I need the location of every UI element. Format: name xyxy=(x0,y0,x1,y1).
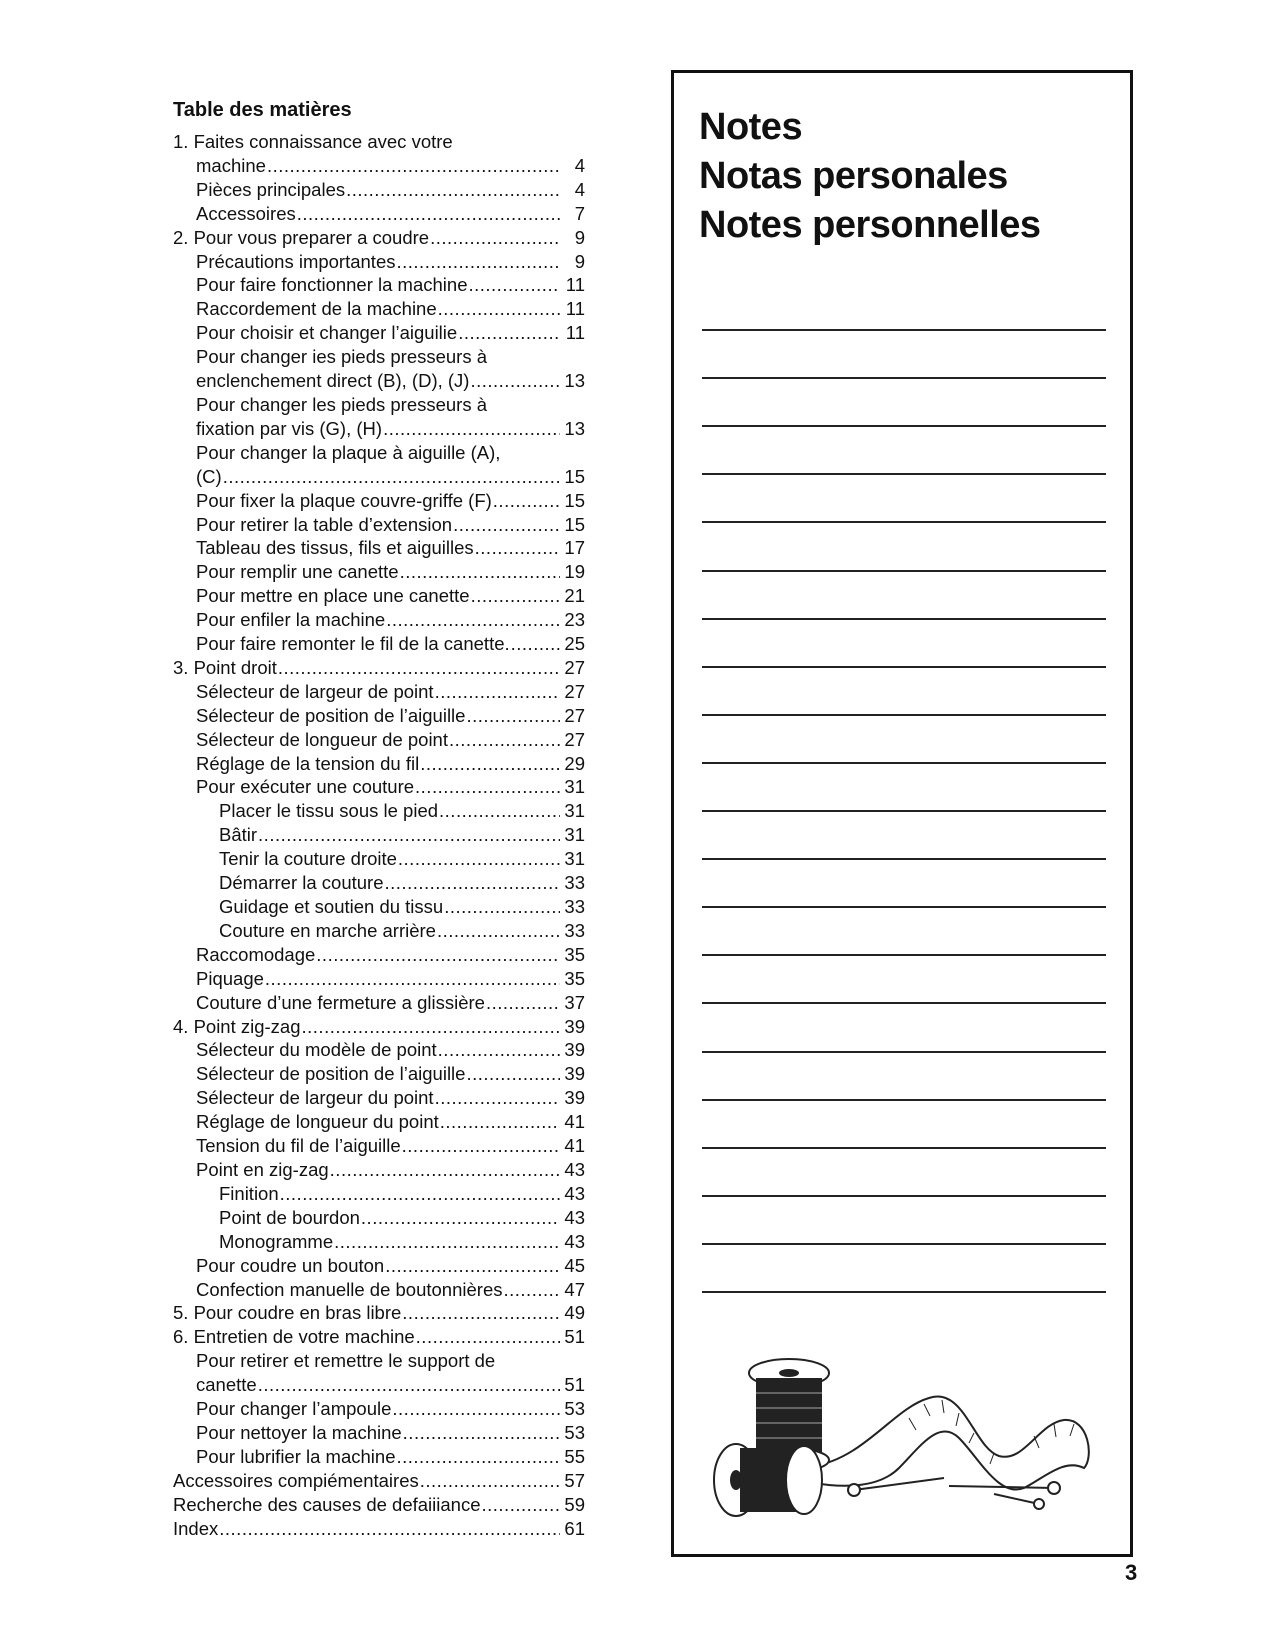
toc-entry-page: 15 xyxy=(564,465,585,487)
toc-leader-dots xyxy=(258,1373,560,1397)
toc-entry-label: Pour changer l’ampoule xyxy=(196,1398,392,1420)
toc-entry-label: 5. Pour coudre en bras libre xyxy=(173,1302,402,1324)
toc-leader-dots xyxy=(402,1301,560,1325)
toc-entry-label: (C) xyxy=(196,465,222,487)
toc-entry-page: 51 xyxy=(564,1326,585,1348)
toc-leader-dots xyxy=(400,560,560,584)
note-line xyxy=(702,812,1106,860)
toc-entry-label: Pour choisir et changer l’aiguilie xyxy=(196,322,458,344)
toc-entry-label: 3. Point droit xyxy=(173,656,277,678)
toc-entry xyxy=(173,1349,585,1373)
toc-entry-label: Sélecteur de largeur du point xyxy=(196,1087,434,1109)
toc-entry-label: Pour fixer la plaque couvre-griffe (F) xyxy=(196,489,492,511)
toc-entry-label: Raccordement de la machine xyxy=(196,298,437,320)
toc-leader-dots xyxy=(280,1182,560,1206)
notes-panel xyxy=(671,70,1133,1557)
toc-entry xyxy=(173,1493,585,1517)
toc-entry xyxy=(173,991,585,1015)
toc-entry-label: Couture d’une fermeture a glissière xyxy=(196,991,485,1013)
note-line xyxy=(702,620,1106,668)
toc-entry xyxy=(173,1086,585,1110)
toc-entry-page: 53 xyxy=(564,1421,585,1443)
toc-entry xyxy=(173,393,585,417)
toc-entry xyxy=(173,799,585,823)
toc-entry-label: Précautions importantes xyxy=(196,250,396,272)
toc-entry xyxy=(173,297,585,321)
toc-entry-page: 31 xyxy=(564,800,585,822)
toc-leader-dots xyxy=(470,369,560,393)
toc-leader-dots xyxy=(258,823,560,847)
note-line xyxy=(702,1197,1106,1245)
toc-leader-dots xyxy=(444,895,560,919)
toc-entry xyxy=(173,489,585,513)
toc-entry-label: Tableau des tissus, fils et aiguilles xyxy=(196,537,474,559)
toc-leader-dots xyxy=(430,226,560,250)
toc-leader-dots xyxy=(346,178,560,202)
toc-leader-dots xyxy=(439,799,560,823)
toc-entry xyxy=(173,943,585,967)
toc-entry-page: 47 xyxy=(564,1278,585,1300)
page-number: 3 xyxy=(1125,1560,1138,1585)
toc-leader-dots xyxy=(416,1325,560,1349)
toc-entry xyxy=(173,1517,585,1541)
toc-leader-dots xyxy=(437,919,560,943)
toc-entry xyxy=(173,465,585,489)
toc-entry-label: enclenchement direct (B), (D), (J) xyxy=(196,370,470,392)
toc-entry-label: Tenir la couture droite xyxy=(219,848,397,870)
toc-entry-page: 39 xyxy=(564,1087,585,1109)
toc-entry-page: 41 xyxy=(564,1135,585,1157)
toc-entry-label: Accessoires xyxy=(196,202,296,224)
toc-entry xyxy=(173,919,585,943)
toc-entry xyxy=(173,178,585,202)
toc-leader-dots xyxy=(297,202,560,226)
toc-leader-dots xyxy=(453,513,560,537)
toc-leader-dots xyxy=(403,1421,560,1445)
toc-entry xyxy=(173,1015,585,1039)
toc-entry-label: Sélecteur de largeur de point xyxy=(196,680,434,702)
toc-entry xyxy=(173,513,585,537)
toc-entry-page: 27 xyxy=(564,656,585,678)
toc-leader-dots xyxy=(435,1086,560,1110)
notes-titles xyxy=(699,103,1041,250)
toc-entry-label: Tension du fil de l’aiguille xyxy=(196,1135,401,1157)
toc-entry xyxy=(173,632,585,656)
toc-entry-label: Point en zig-zag xyxy=(196,1158,329,1180)
note-line xyxy=(702,668,1106,716)
toc-leader-dots xyxy=(482,1493,561,1517)
toc-entry xyxy=(173,1397,585,1421)
toc-entry xyxy=(173,1469,585,1493)
note-line xyxy=(702,427,1106,475)
toc-leader-dots xyxy=(415,775,560,799)
toc-entry-page: 43 xyxy=(564,1230,585,1252)
toc-leader-dots xyxy=(458,321,560,345)
toc-entry xyxy=(173,154,585,178)
toc-leader-dots xyxy=(392,1397,560,1421)
toc-entry-label: Pour changer ies pieds presseurs à xyxy=(196,346,488,368)
toc-entry xyxy=(173,1278,585,1302)
toc-entry-label: Sélecteur de position de l’aiguille xyxy=(196,1063,466,1085)
toc-entry-page: 7 xyxy=(574,202,585,224)
toc-entry xyxy=(173,1421,585,1445)
toc-entry-page: 21 xyxy=(564,585,585,607)
toc-entry xyxy=(173,226,585,250)
toc-leader-dots xyxy=(449,728,560,752)
toc-entry-page: 45 xyxy=(564,1254,585,1276)
toc-entry-label: Pour retirer la table d’extension xyxy=(196,513,453,535)
notes-title-en: Notes xyxy=(699,106,803,148)
toc-entry xyxy=(173,823,585,847)
toc-entry-page: 27 xyxy=(564,680,585,702)
toc-entry xyxy=(173,895,585,919)
note-line xyxy=(702,379,1106,427)
toc-leader-dots xyxy=(397,250,561,274)
toc-entry-label: Pour changer la plaque à aiguille (A), xyxy=(196,441,501,463)
toc-entry-page: 51 xyxy=(564,1374,585,1396)
note-line xyxy=(702,1149,1106,1197)
toc-entry xyxy=(173,369,585,393)
pin xyxy=(994,1494,1039,1504)
note-line xyxy=(702,475,1106,523)
toc-entry-label: Pour enfiler la machine xyxy=(196,609,386,631)
table-of-contents xyxy=(173,98,585,1540)
toc-leader-dots xyxy=(385,1254,560,1278)
toc-entry-page: 39 xyxy=(564,1063,585,1085)
toc-entry-page: 43 xyxy=(564,1206,585,1228)
toc-leader-dots xyxy=(466,704,560,728)
toc-entry-page: 55 xyxy=(564,1445,585,1467)
toc-entry-label: Démarrer la couture xyxy=(219,872,384,894)
toc-entry-page: 15 xyxy=(564,513,585,535)
toc-entry xyxy=(173,1301,585,1325)
toc-entry-page: 49 xyxy=(564,1302,585,1324)
toc-entry xyxy=(173,775,585,799)
toc-entry-label: Pour lubrifier la machine xyxy=(196,1445,396,1467)
toc-entry-page: 23 xyxy=(564,609,585,631)
pin xyxy=(949,1486,1054,1488)
toc-entry-page: 35 xyxy=(564,967,585,989)
toc-leader-dots xyxy=(471,584,560,608)
toc-entry xyxy=(173,321,585,345)
toc-entry-label: Réglage de longueur du point xyxy=(196,1111,439,1133)
toc-leader-dots xyxy=(361,1206,560,1230)
toc-entry-label: Accessoires compiémentaires xyxy=(173,1469,419,1491)
toc-entry xyxy=(173,871,585,895)
toc-entry-page: 13 xyxy=(564,417,585,439)
toc-entry-label: Pour mettre en place une canette xyxy=(196,585,470,607)
toc-entry-label: Placer le tissu sous le pied xyxy=(219,800,439,822)
note-line xyxy=(702,1053,1106,1101)
note-line xyxy=(702,1245,1106,1293)
toc-entry-label: Monogramme xyxy=(219,1230,334,1252)
toc-entry-page: 11 xyxy=(565,322,585,344)
toc-entry xyxy=(173,1182,585,1206)
toc-entry-label: fixation par vis (G), (H) xyxy=(196,417,383,439)
toc-entry-page: 31 xyxy=(564,776,585,798)
toc-leader-dots xyxy=(466,1062,560,1086)
toc-leader-dots xyxy=(396,1445,560,1469)
toc-leader-dots xyxy=(265,967,560,991)
toc-entry-label: Pour faire remonter le fil de la canette. xyxy=(196,633,510,655)
toc-leader-dots xyxy=(316,943,560,967)
note-line xyxy=(702,1101,1106,1149)
toc-leader-dots xyxy=(219,1517,560,1541)
toc-leader-dots xyxy=(504,1278,561,1302)
toc-leader-dots xyxy=(383,417,560,441)
toc-entry xyxy=(173,130,585,154)
toc-entry-page: 61 xyxy=(564,1517,585,1539)
toc-entry-label: Pour nettoyer la machine xyxy=(196,1421,402,1443)
toc-entry-page: 33 xyxy=(564,896,585,917)
toc-leader-dots xyxy=(334,1230,560,1254)
toc-entry-label: Pour coudre un bouton xyxy=(196,1254,385,1276)
note-line xyxy=(702,1004,1106,1052)
toc-entry-page: 27 xyxy=(564,704,585,726)
toc-entry xyxy=(173,345,585,369)
toc-entry xyxy=(173,847,585,871)
toc-entry xyxy=(173,417,585,441)
toc-leader-dots xyxy=(468,273,560,297)
toc-entry-page: 35 xyxy=(564,943,585,965)
toc-entry xyxy=(173,704,585,728)
notes-writing-lines xyxy=(702,283,1106,1293)
toc-entry xyxy=(173,1325,585,1349)
toc-entry-page: 13 xyxy=(564,370,585,392)
toc-entry-label: Finition xyxy=(219,1182,279,1204)
toc-entry-label: 2. Pour vous preparer a coudre xyxy=(173,226,430,248)
toc-entry-page: 4 xyxy=(574,178,585,200)
toc-entry xyxy=(173,560,585,584)
toc-entry xyxy=(173,536,585,560)
note-line xyxy=(702,908,1106,956)
toc-leader-dots xyxy=(438,297,560,321)
toc-entry-page: 27 xyxy=(564,728,585,750)
toc-leader-dots xyxy=(438,1038,560,1062)
toc-entry-label: Réglage de la tension du fil xyxy=(196,752,420,774)
note-line xyxy=(702,956,1106,1004)
toc-entry-label: 1. Faites connaissance avec votre xyxy=(173,131,453,152)
toc-leader-dots xyxy=(420,752,560,776)
toc-entry-page: 37 xyxy=(564,991,585,1013)
toc-entry-label: Pour faire fonctionner la machine xyxy=(196,274,468,296)
toc-entry-page: 25 xyxy=(564,633,585,655)
toc-entry-label: canette xyxy=(196,1374,257,1396)
toc-entry-label: Index xyxy=(173,1517,219,1539)
toc-entry-label: Couture en marche arrière xyxy=(219,919,436,941)
toc-entry-page: 15 xyxy=(564,489,585,511)
toc-entry-label: Guidage et soutien du tissu xyxy=(219,896,444,917)
toc-entry-page: 59 xyxy=(564,1493,585,1515)
toc-entry-page: 19 xyxy=(564,561,585,583)
note-line xyxy=(702,860,1106,908)
toc-entry-page: 39 xyxy=(564,1015,585,1037)
toc-entry-page: 31 xyxy=(564,824,585,846)
tape-measure xyxy=(814,1396,1089,1489)
toc-entry-page: 43 xyxy=(564,1182,585,1204)
thread-spool-illustration xyxy=(694,1338,1114,1538)
toc-entry-label: Sélecteur de longueur de point xyxy=(196,728,448,750)
toc-entry-page: 9 xyxy=(574,226,585,248)
note-line xyxy=(702,764,1106,812)
toc-entry-page: 11 xyxy=(565,298,585,320)
toc-entry-label: 4. Point zig-zag xyxy=(173,1015,301,1037)
toc-entry xyxy=(173,680,585,704)
toc-leader-dots xyxy=(330,1158,560,1182)
toc-entry-label: Bâtir xyxy=(219,824,258,846)
notes-title-fr: Notes personnelles xyxy=(699,204,1041,246)
toc-entry xyxy=(173,1110,585,1134)
notes-title-es: Notas personales xyxy=(699,155,1008,197)
toc-leader-dots xyxy=(386,608,560,632)
toc-entry-label: Pièces principales xyxy=(196,178,346,200)
toc-entry-label: Recherche des causes de defaiiiance xyxy=(173,1493,481,1515)
note-line xyxy=(702,716,1106,764)
toc-entry-label: Pour exécuter une couture xyxy=(196,776,415,798)
toc-title: Table des matières xyxy=(173,99,352,121)
toc-entry-page: 41 xyxy=(564,1111,585,1133)
toc-leader-dots xyxy=(511,632,560,656)
toc-entry-page: 33 xyxy=(564,919,585,941)
toc-entry-label: Pour remplir une canette xyxy=(196,561,399,583)
toc-entry-label: Confection manuelle de boutonnières xyxy=(196,1278,503,1300)
toc-entry-label: Point de bourdon xyxy=(219,1206,360,1228)
toc-entry xyxy=(173,273,585,297)
toc-entry xyxy=(173,202,585,226)
note-line xyxy=(702,331,1106,379)
note-line xyxy=(702,523,1106,571)
toc-leader-dots xyxy=(398,847,560,871)
toc-entry xyxy=(173,1373,585,1397)
toc-entry-label: Sélecteur du modèle de point xyxy=(196,1039,437,1061)
toc-entry xyxy=(173,1038,585,1062)
toc-entry xyxy=(173,441,585,465)
toc-entry-label: Sélecteur de position de l’aiguille xyxy=(196,704,466,726)
toc-entry xyxy=(173,1134,585,1158)
toc-leader-dots xyxy=(475,536,560,560)
toc-leader-dots xyxy=(278,656,560,680)
toc-entry-page: 43 xyxy=(564,1158,585,1180)
toc-entry-page: 57 xyxy=(564,1469,585,1491)
toc-entry-page: 29 xyxy=(564,752,585,774)
toc-leader-dots xyxy=(420,1469,560,1493)
toc-entry-label: Pour changer les pieds presseurs à xyxy=(196,393,488,415)
toc-entry xyxy=(173,608,585,632)
toc-entry-page: 17 xyxy=(564,537,585,559)
toc-entry-label: Piquage xyxy=(196,967,264,989)
toc-leader-dots xyxy=(402,1134,560,1158)
toc-leader-dots xyxy=(440,1110,560,1134)
toc-entry-label: 6. Entretien de votre machine xyxy=(173,1326,415,1348)
toc-entry xyxy=(173,1206,585,1230)
toc-entry-label: machine xyxy=(196,154,266,176)
toc-entry-page: 4 xyxy=(574,154,585,176)
toc-entry xyxy=(173,584,585,608)
toc-entry xyxy=(173,1254,585,1278)
toc-entry xyxy=(173,752,585,776)
toc-entry xyxy=(173,1062,585,1086)
toc-entry-page: 39 xyxy=(564,1039,585,1061)
toc-list xyxy=(173,130,585,1540)
toc-entry xyxy=(173,728,585,752)
toc-entry xyxy=(173,1230,585,1254)
toc-leader-dots xyxy=(493,489,560,513)
toc-entry xyxy=(173,967,585,991)
toc-entry xyxy=(173,250,585,274)
toc-leader-dots xyxy=(385,871,560,895)
toc-entry xyxy=(173,656,585,680)
toc-entry-page: 31 xyxy=(564,848,585,870)
toc-leader-dots xyxy=(302,1015,560,1039)
toc-entry xyxy=(173,1445,585,1469)
toc-leader-dots xyxy=(223,465,560,489)
toc-entry-page: 9 xyxy=(574,250,585,272)
toc-entry-page: 53 xyxy=(564,1398,585,1420)
toc-leader-dots xyxy=(435,680,560,704)
toc-entry-label: Raccomodage xyxy=(196,943,316,965)
toc-entry-label: Pour retirer et remettre le support de xyxy=(196,1350,496,1372)
note-line xyxy=(702,283,1106,331)
toc-entry xyxy=(173,1158,585,1182)
toc-leader-dots xyxy=(486,991,560,1015)
toc-entry-page: 11 xyxy=(565,274,585,296)
toc-entry-page: 33 xyxy=(564,872,585,894)
note-line xyxy=(702,572,1106,620)
toc-leader-dots xyxy=(267,154,560,178)
